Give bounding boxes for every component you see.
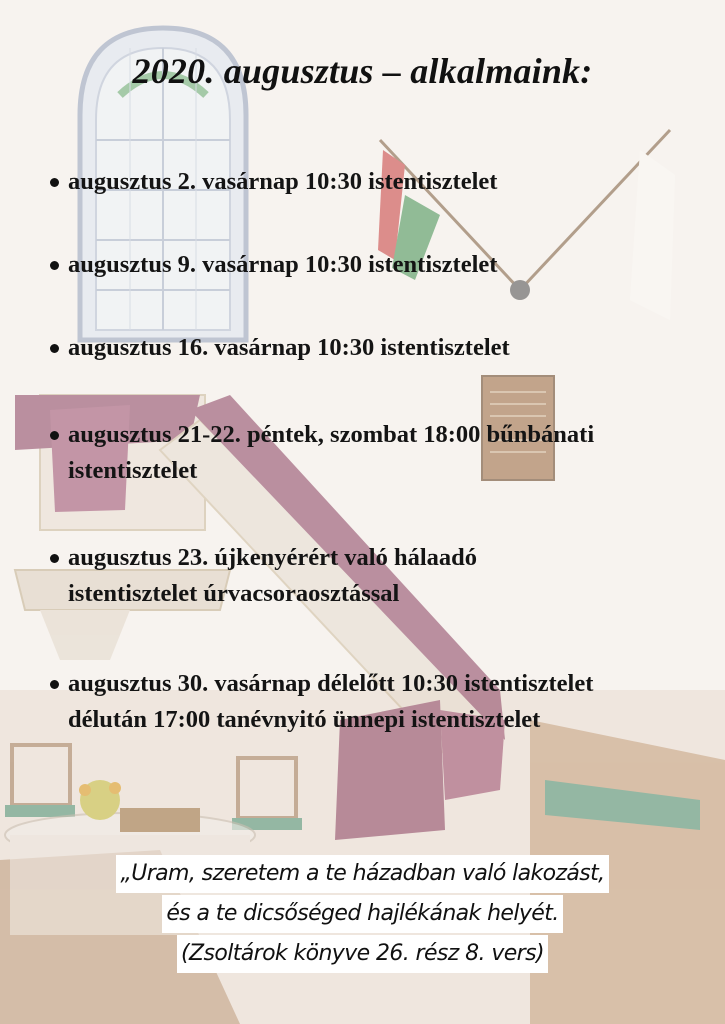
event-text-continued: istentisztelet úrvacsoraosztással — [68, 580, 400, 607]
event-text: augusztus 30. vasárnap délelőtt 10:30 istentisztelet — [68, 670, 594, 697]
bullet-icon — [50, 554, 59, 563]
list-item — [48, 330, 716, 366]
list-item — [48, 417, 716, 489]
event-text: augusztus 23. újkenyérért való hálaadó — [68, 544, 478, 571]
bullet-icon — [50, 344, 59, 353]
bullet-icon — [50, 178, 59, 187]
bullet-icon — [50, 431, 59, 440]
list-item — [48, 247, 716, 283]
quote-line: „Uram, szeretem a te házadban való lakozást, — [116, 855, 608, 893]
list-item — [48, 540, 716, 612]
quote-line: és a te dicsőséged hajlékának helyét. — [162, 895, 562, 933]
bible-quote — [0, 855, 725, 975]
event-text-continued: délután 17:00 tanévnyitó ünnepi istentisztelet — [68, 706, 541, 733]
event-text-continued: istentisztelet — [68, 457, 198, 484]
event-text: augusztus 21-22. péntek, szombat 18:00 bűnbánati — [68, 421, 595, 448]
bullet-icon — [50, 680, 59, 689]
quote-reference: (Zsoltárok könyve 26. rész 8. vers) — [177, 935, 548, 973]
event-text: augusztus 9. vasárnap 10:30 istentisztelet — [68, 251, 498, 278]
event-text: augusztus 2. vasárnap 10:30 istentisztelet — [68, 168, 498, 195]
list-item — [48, 164, 716, 200]
list-item — [48, 666, 716, 738]
bullet-icon — [50, 261, 59, 270]
page-title: 2020. augusztus – alkalmaink: — [132, 51, 593, 91]
event-text: augusztus 16. vasárnap 10:30 istentisztelet — [68, 334, 510, 361]
